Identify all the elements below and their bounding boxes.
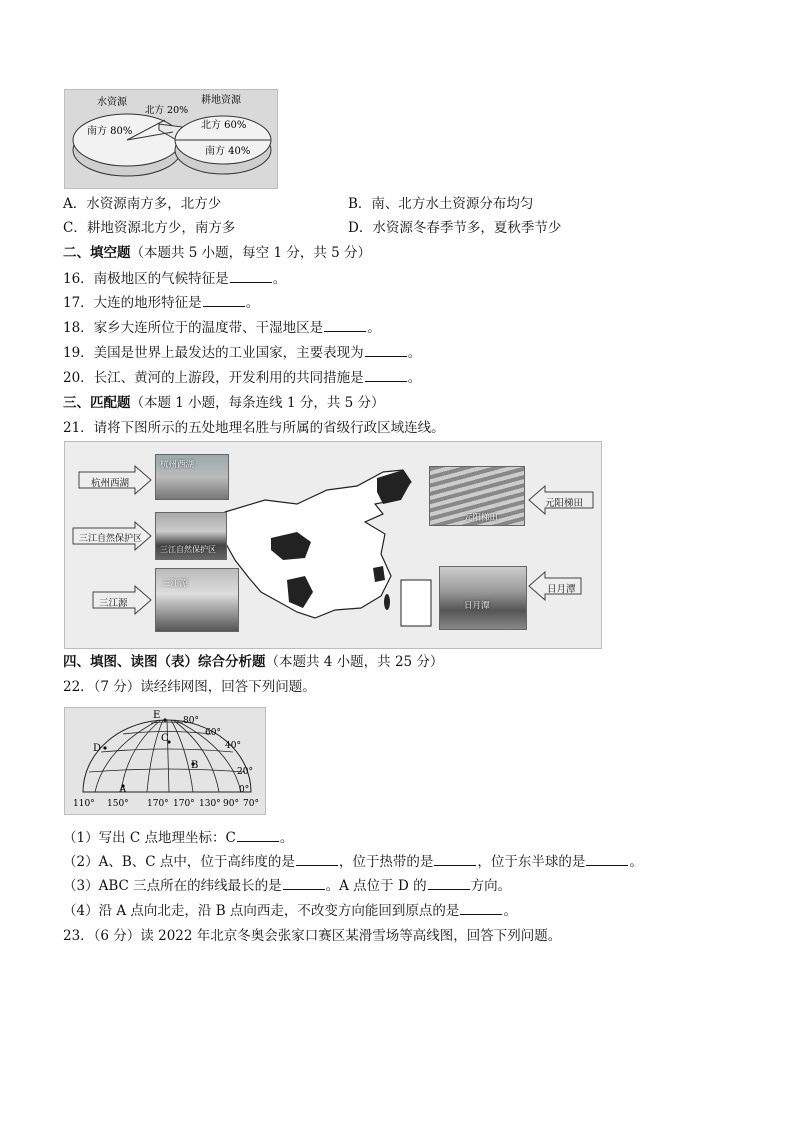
answer-blank[interactable] bbox=[237, 829, 279, 842]
answer-blank[interactable] bbox=[365, 369, 407, 382]
answer-blank[interactable] bbox=[434, 853, 476, 866]
tag-riyuetan: 日月潭 bbox=[547, 584, 576, 595]
q22-3-p2: 。A 点位于 D 的 bbox=[325, 878, 427, 894]
tag-sanjiang-reserve: 三江自然保护区 bbox=[79, 534, 143, 544]
q22: 22．（7 分）读经纬网图，回答下列问题。 bbox=[63, 679, 316, 695]
q22-4-text: （4）沿 A 点向北走，沿 B 点向西走，不改变方向能回到原点的是 bbox=[63, 903, 460, 919]
photo-sanjiang-reserve bbox=[155, 512, 227, 560]
point-b: B bbox=[191, 760, 199, 771]
lon-label-90: 90° bbox=[223, 799, 239, 809]
q17 bbox=[63, 294, 259, 312]
tag-hangzhou: 杭州西湖 bbox=[91, 478, 130, 489]
point-c: C bbox=[161, 733, 169, 744]
q23: 23．（6 分）读 2022 年北京冬奥会张家口赛区某滑雪场等高线图，回答下列问题。 bbox=[63, 928, 562, 944]
q22-2 bbox=[63, 853, 643, 871]
q22-1-end: 。 bbox=[279, 830, 294, 846]
section3-heading bbox=[63, 394, 385, 412]
photo-sanjiangyuan bbox=[155, 568, 239, 632]
photo-hangzhou bbox=[155, 454, 229, 500]
option-d: D．水资源冬春季节多，夏秋季节少 bbox=[348, 220, 562, 236]
section3-note: （本题 1 小题，每条连线 1 分，共 5 分） bbox=[130, 395, 385, 411]
section4-heading bbox=[63, 653, 443, 671]
q19-text: 19．美国是世界上最发达的工业国家，主要表现为 bbox=[63, 345, 364, 361]
answer-blank[interactable] bbox=[428, 877, 470, 890]
q21: 21．请将下图所示的五处地理名胜与所属的省级行政区域连线。 bbox=[63, 420, 445, 436]
photo-yuanyang bbox=[429, 466, 525, 526]
land-north-label: 北方 60% bbox=[201, 120, 247, 131]
point-e: E bbox=[153, 710, 161, 721]
lon-label-170w: 170° bbox=[147, 799, 169, 809]
answer-blank[interactable] bbox=[296, 853, 338, 866]
section2-heading bbox=[63, 244, 371, 262]
photo-label: 三江源 bbox=[162, 579, 188, 589]
zhejiang-region bbox=[373, 566, 385, 582]
q22-1 bbox=[63, 829, 293, 847]
q17-end: 。 bbox=[245, 295, 260, 311]
meridian-5 bbox=[171, 720, 193, 792]
section4-note: （本题共 4 小题，共 25 分） bbox=[265, 654, 444, 670]
q22-3 bbox=[63, 877, 511, 895]
q22-2-p1: （2）A、B、C 点中，位于高纬度的是 bbox=[63, 854, 295, 870]
land-label: 耕地资源 bbox=[201, 95, 241, 106]
point-a: A bbox=[119, 784, 127, 795]
q22-2-end: 。 bbox=[629, 854, 643, 870]
resource-pie-figure bbox=[64, 89, 278, 189]
lon-label-150: 150° bbox=[107, 799, 129, 809]
q22-1-text: （1）写出 C 点地理坐标：C bbox=[63, 830, 236, 846]
tag-sanjiangyuan: 三江源 bbox=[99, 598, 128, 609]
answer-blank[interactable] bbox=[203, 294, 245, 307]
water-label: 水资源 bbox=[97, 97, 127, 108]
photo-riyuetan bbox=[439, 566, 527, 630]
photo-label: 元阳梯田 bbox=[464, 513, 499, 523]
china-map-figure bbox=[64, 441, 602, 649]
section3-title: 三、匹配题 bbox=[63, 395, 131, 411]
q22-3-end: 方向。 bbox=[470, 878, 512, 894]
water-south-label: 南方 80% bbox=[87, 126, 133, 137]
lat-label-60: 60° bbox=[205, 728, 221, 738]
lat-label-0: 0° bbox=[239, 785, 250, 795]
answer-blank[interactable] bbox=[586, 853, 628, 866]
section2-title: 二、填空题 bbox=[63, 245, 131, 261]
lat-label-40: 40° bbox=[225, 741, 241, 751]
answer-blank[interactable] bbox=[230, 270, 272, 283]
answer-blank[interactable] bbox=[283, 877, 325, 890]
q22-2-p3: ，位于东半球的是 bbox=[477, 854, 586, 870]
meridian-4 bbox=[167, 720, 169, 792]
point-e-dot bbox=[163, 718, 166, 721]
tag-yuanyang: 元阳梯田 bbox=[545, 498, 584, 509]
q16-text: 16．南极地区的气候特征是 bbox=[63, 271, 229, 287]
photo-label: 杭州西湖 bbox=[160, 460, 195, 470]
graticule-figure bbox=[64, 707, 266, 815]
answer-blank[interactable] bbox=[324, 319, 366, 332]
q18-text: 18．家乡大连所位于的温度带、干湿地区是 bbox=[63, 320, 324, 336]
point-d-dot bbox=[103, 746, 106, 749]
photo-label: 三江自然保护区 bbox=[160, 545, 216, 554]
q16-end: 。 bbox=[272, 271, 287, 287]
parallel-40 bbox=[101, 749, 233, 752]
q17-text: 17．大连的地形特征是 bbox=[63, 295, 202, 311]
option-c: C．耕地资源北方少，南方多 bbox=[63, 220, 236, 236]
option-a: A．水资源南方多，北方少 bbox=[63, 196, 222, 212]
section4-title: 四、填图、读图（表）综合分析题 bbox=[63, 654, 266, 670]
photo-label: 日月潭 bbox=[464, 601, 490, 611]
land-south-label: 南方 40% bbox=[205, 146, 251, 157]
lon-label-110: 110° bbox=[73, 799, 95, 809]
q19-end: 。 bbox=[407, 345, 422, 361]
parallel-20 bbox=[89, 769, 245, 772]
answer-blank[interactable] bbox=[365, 344, 407, 357]
lat-label-20: 20° bbox=[237, 767, 253, 777]
lon-label-130: 130° bbox=[199, 799, 221, 809]
q16 bbox=[63, 270, 286, 288]
option-b: B．南、北方水土资源分布均匀 bbox=[348, 196, 534, 212]
q22-2-p2: ，位于热带的是 bbox=[338, 854, 434, 870]
answer-blank[interactable] bbox=[460, 902, 502, 915]
q19 bbox=[63, 344, 421, 362]
q18-end: 。 bbox=[367, 320, 381, 336]
lon-label-70: 70° bbox=[243, 799, 259, 809]
lat-label-80: 80° bbox=[183, 716, 199, 726]
q22-4 bbox=[63, 902, 517, 920]
point-d: D bbox=[93, 743, 102, 754]
q20 bbox=[63, 369, 421, 387]
pie-charts-svg bbox=[65, 90, 277, 188]
q20-end: 。 bbox=[407, 370, 422, 386]
south-sea-inset bbox=[401, 580, 431, 626]
lon-label-170e: 170° bbox=[173, 799, 195, 809]
section2-note: （本题共 5 小题，每空 1 分，共 5 分） bbox=[130, 245, 372, 261]
graticule-svg bbox=[65, 708, 265, 814]
q22-4-end: 。 bbox=[503, 903, 517, 919]
water-north-label: 北方 20% bbox=[145, 105, 189, 116]
q22-3-p1: （3）ABC 三点所在的纬线最长的是 bbox=[63, 878, 282, 894]
taiwan-region bbox=[384, 594, 390, 610]
q18 bbox=[63, 319, 381, 337]
q20-text: 20．长江、黄河的上游段，开发利用的共同措施是 bbox=[63, 370, 364, 386]
